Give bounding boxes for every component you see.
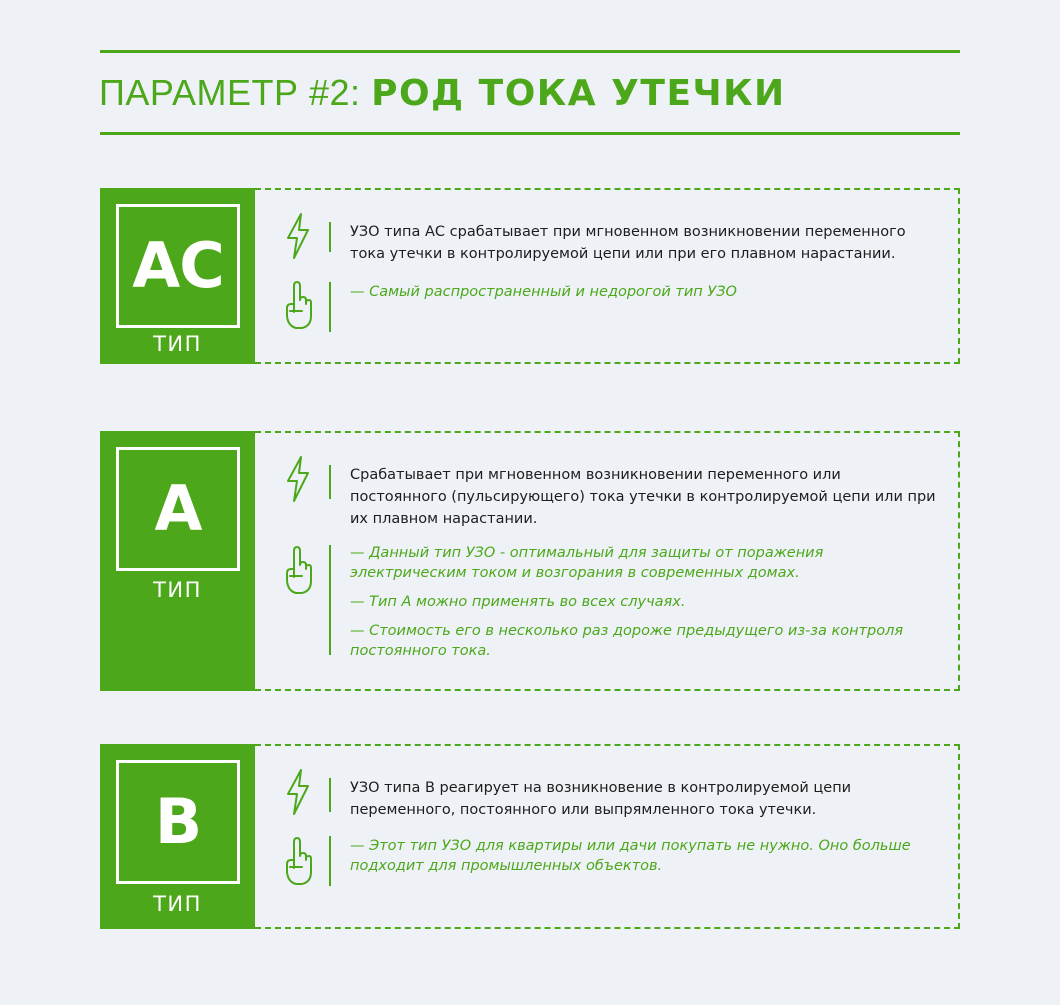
note-item: — Стоимость его в несколько раз дороже предыдущего из-за контроля постоянного тока. [350, 623, 904, 659]
type-label: ТИП [153, 332, 202, 356]
type-label: ТИП [153, 892, 202, 916]
pointing-finger-icon [282, 545, 314, 597]
separator-line [329, 222, 331, 252]
lightning-bolt-icon [282, 766, 314, 818]
type-letter: A [154, 472, 202, 545]
pointing-finger-icon [282, 836, 314, 888]
pointing-finger-icon [282, 280, 314, 332]
type-letter-frame [116, 760, 240, 884]
type-description: УЗО типа В реагирует на возникновение в контролируемой цепи переменного, постоянного или выпрямленного тока утечки. [350, 780, 852, 818]
type-label: ТИП [153, 578, 202, 602]
lightning-bolt-icon [282, 453, 314, 505]
type-notes [350, 836, 940, 885]
top-divider [100, 50, 960, 53]
type-card-ac [100, 188, 960, 364]
note-item: — Данный тип УЗО - оптимальный для защиты от поражения электрическим током и возгорания в современных домах. [350, 545, 824, 581]
note-item: — Самый распространенный и недорогой тип УЗО [350, 284, 737, 300]
lightning-bolt-icon [282, 210, 314, 262]
separator-line [329, 836, 331, 886]
note-item: — Тип А можно применять во всех случаях. [350, 594, 686, 610]
separator-line [329, 545, 331, 655]
page-title [99, 68, 786, 119]
type-notes [350, 282, 940, 311]
type-badge [100, 188, 255, 364]
separator-line [329, 282, 331, 332]
separator-line [329, 778, 331, 812]
type-badge [100, 744, 255, 929]
dashed-info-box [255, 188, 960, 364]
type-notes [350, 543, 940, 670]
note-item: — Этот тип УЗО для квартиры или дачи покупать не нужно. Оно больше подходит для промышленных объектов. [350, 838, 911, 874]
type-card-a [100, 431, 960, 691]
bottom-divider [100, 132, 960, 135]
title-main: РОД ТОКА УТЕЧКИ [371, 73, 786, 114]
type-letter: B [154, 785, 202, 858]
type-description: Срабатывает при мгновенном возникновении переменного или постоянного (пульсирующего) тока утечки в контролируемой цепи или при их плавном нарастании. [350, 467, 936, 527]
type-card-b [100, 744, 960, 929]
type-description: УЗО типа АС срабатывает при мгновенном возникновении переменного тока утечки в контролируемой цепи или при его плавном нарастании. [350, 224, 906, 262]
title-prefix: ПАРАМЕТР #2: [99, 72, 372, 113]
type-letter-frame [116, 447, 240, 571]
type-letter-frame [116, 204, 240, 328]
type-badge [100, 431, 255, 691]
type-letter: AC [132, 229, 224, 302]
separator-line [329, 465, 331, 499]
